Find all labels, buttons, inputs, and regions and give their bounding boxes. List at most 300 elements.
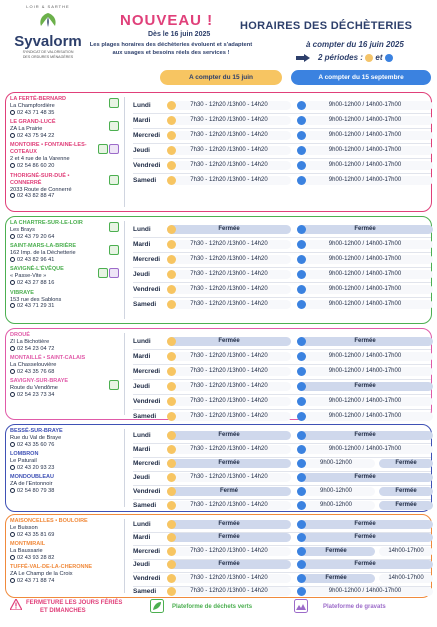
blue-period-dot-icon	[297, 431, 306, 440]
yellow-period-dot-icon	[167, 352, 176, 361]
page-title: HORAIRES DES DÉCHÈTERIES	[240, 20, 413, 32]
summer-hours	[167, 520, 291, 529]
summer-hours-text: 7h30 - 12h20 /13h00 - 14h20	[190, 588, 268, 594]
autumn-hours-text: 9h00-12h00 / 14h00-17h00	[328, 368, 402, 374]
autumn-hours-text: Fermée	[354, 474, 376, 480]
schedule-row	[6, 471, 433, 484]
autumn-hours-text: 9h00-12h00 / 14h00-17h00	[328, 398, 402, 404]
autumn-hours	[297, 116, 433, 125]
site-name: LE GRAND-LUCÉ	[10, 119, 56, 126]
column-header-autumn: A compter du 15 septembre	[291, 70, 431, 85]
yellow-period-dot-icon	[167, 240, 176, 249]
autumn-hours	[297, 367, 433, 376]
yellow-period-dot-icon	[167, 176, 176, 185]
blue-period-dot-icon	[297, 300, 306, 309]
summer-hours-text: 7h30 - 12h20 /13h00 - 14h20	[190, 117, 268, 123]
site-group-1	[5, 92, 432, 212]
yellow-period-dot-icon	[167, 337, 176, 346]
summer-hours-text: 7h30 - 12h20 /13h00 - 14h20	[190, 413, 268, 419]
day-label: Mardi	[133, 446, 151, 453]
day-label: Vendredi	[133, 575, 161, 582]
autumn-hours	[297, 587, 433, 596]
autumn-hours-text: 9h00-12h00	[319, 460, 353, 466]
arrow-right-icon	[296, 54, 310, 62]
autumn-hours-part	[297, 547, 375, 556]
blue-period-dot-icon	[297, 240, 306, 249]
autumn-hours	[297, 270, 433, 279]
summer-hours-text: 7h30 - 12h20 /13h00 - 14h20	[190, 353, 268, 359]
closed-note-1: FERMETURE LES JOURS FÉRIÉS	[26, 600, 123, 606]
schedule-row	[6, 457, 433, 470]
site-name: MONTMIRAIL	[10, 541, 46, 548]
day-label: Samedi	[133, 588, 157, 595]
site-phone[interactable]: 02 43 79 20 64	[17, 233, 55, 240]
site-address: 162 Imp. de la Déchetterie	[10, 250, 76, 257]
schedule-row	[6, 485, 433, 498]
summer-hours	[167, 367, 291, 376]
site-name: SAVIGNY-SUR-BRAYE	[10, 378, 69, 385]
autumn-hours-part	[297, 487, 375, 496]
summer-hours-text: 7h30 - 12h20 /13h00 - 14h20	[190, 368, 268, 374]
autumn-hours-text: 9h00-12h00 / 14h00-17h00	[328, 117, 402, 123]
summer-hours-text: Fermée	[218, 338, 240, 344]
site-address: 2 et 4 rue de la Varenne	[10, 156, 70, 163]
summer-hours-text: 7h30 - 12h20 /13h00 - 14h20	[190, 162, 268, 168]
autumn-hours-text: 9h00-12h00 / 14h00-17h00	[328, 286, 402, 292]
autumn-hours-text: 9h00-12h00 / 14h00-17h00	[328, 256, 402, 262]
yellow-period-dot-icon	[167, 547, 176, 556]
blue-period-dot-icon	[297, 547, 306, 556]
schedule-row	[6, 298, 433, 311]
yellow-period-dot-icon	[167, 116, 176, 125]
site-name: DROUÉ	[10, 332, 30, 338]
schedule-row	[6, 238, 433, 251]
autumn-hours-text: 9h00-12h00 / 14h00-17h00	[328, 241, 402, 247]
summer-hours-text: Fermée	[218, 432, 240, 438]
schedule-row	[6, 114, 433, 127]
blue-period-dot-icon	[297, 285, 306, 294]
site-name: MAISONCELLES • BOULOIRE	[10, 518, 88, 524]
autumn-hours-part	[297, 574, 375, 583]
site-name: THORIGNÉ-SUR-DUÉ • CONNERRÉ	[10, 172, 70, 186]
autumn-hours-part: Fermée	[379, 487, 433, 496]
yellow-period-dot-icon	[167, 300, 176, 309]
day-label: Mardi	[133, 534, 151, 541]
yellow-period-dot-icon	[167, 131, 176, 140]
site-phone[interactable]: 02 43 93 28 82	[17, 554, 55, 561]
site-phone[interactable]: 02 43 20 93 23	[17, 464, 55, 471]
schedule-row	[6, 443, 433, 456]
site-address: Les Brays	[10, 227, 35, 233]
autumn-hours-text: 9h00-12h00 / 14h00-17h00	[328, 446, 402, 452]
blue-period-dot-icon	[297, 352, 306, 361]
day-label: Vendredi	[133, 488, 161, 495]
blue-period-dot-icon	[297, 146, 306, 155]
day-label: Vendredi	[133, 162, 161, 169]
site-address: ZI La Bichotière	[10, 339, 50, 345]
site-group-3	[5, 328, 432, 420]
blue-period-dot-icon	[297, 367, 306, 376]
summer-hours	[167, 533, 291, 542]
site-name: SAVIGNÉ-L'ÉVÊQUE	[10, 266, 64, 273]
day-label: Mercredi	[133, 132, 161, 139]
autumn-hours	[297, 285, 433, 294]
site-phone[interactable]: 02 43 82 96 41	[17, 256, 55, 263]
day-label: Mercredi	[133, 460, 161, 467]
summer-hours	[167, 176, 291, 185]
day-label: Samedi	[133, 177, 157, 184]
autumn-hours	[297, 397, 433, 406]
autumn-hours-text: Fermée	[354, 561, 376, 567]
blue-period-dot-icon	[297, 176, 306, 185]
warning-triangle-icon	[10, 599, 22, 610]
summer-hours-text: 7h30 - 12h20 /13h00 - 14h20	[190, 177, 268, 183]
autumn-hours-text: Fermée	[354, 521, 376, 527]
yellow-period-dot-icon	[167, 459, 176, 468]
summer-hours	[167, 587, 291, 596]
day-label: Mardi	[133, 241, 151, 248]
blue-period-dot-icon	[297, 473, 306, 482]
autumn-hours	[297, 131, 433, 140]
site-phone[interactable]: 02 54 23 04 72	[17, 345, 55, 352]
summer-hours	[167, 131, 291, 140]
autumn-hours-text: Fermée	[325, 575, 347, 581]
autumn-hours	[297, 352, 433, 361]
summer-hours	[167, 116, 291, 125]
logo-subtitle-1: SYNDICAT DE VALORISATION	[22, 50, 74, 54]
yellow-period-dot-icon	[167, 412, 176, 421]
site-address: La Champfordière	[10, 103, 55, 109]
site-name: LA CHARTRE-SUR-LE-LOIR	[10, 220, 83, 226]
autumn-hours	[297, 255, 433, 264]
site-name: BESSÉ-SUR-BRAYE	[10, 428, 63, 434]
summer-hours-text: 7h30 - 12h20 /13h00 - 14h20	[190, 575, 268, 581]
day-label: Samedi	[133, 502, 157, 509]
blue-period-dot-icon	[297, 382, 306, 391]
site-phone[interactable]: 02 43 27 88 16	[17, 279, 55, 286]
site-phone[interactable]: 02 54 23 73 34	[17, 391, 55, 398]
logo-name: Syvalorm	[14, 33, 82, 50]
new-text: Les plages horaires des déchèteries évoluent et s'adaptent aux usages et besoins réels des services !	[89, 42, 253, 56]
site-address: Le Buisson	[10, 525, 38, 531]
site-phone[interactable]: 02 43 71 88 74	[17, 577, 55, 584]
autumn-hours	[297, 101, 433, 110]
yellow-period-dot-icon	[167, 520, 176, 529]
day-label: Vendredi	[133, 398, 161, 405]
summer-hours	[167, 560, 291, 569]
site-phone[interactable]: 02 43 75 94 22	[17, 132, 55, 139]
schedule-row	[6, 429, 433, 442]
blue-period-dot-icon	[297, 501, 306, 510]
summer-hours	[167, 574, 291, 583]
site-address: « Passe-Vite »	[10, 273, 47, 280]
closed-note-2: ET DIMANCHES	[40, 608, 86, 614]
autumn-hours	[297, 445, 433, 454]
new-dates: Dès le 16 juin 2025	[148, 31, 211, 38]
blue-period-dot-icon	[297, 101, 306, 110]
day-label: Jeudi	[133, 271, 150, 278]
yellow-period-dot-icon	[167, 445, 176, 454]
logo-subtitle-2: DES ORDURES MÉNAGÈRES	[22, 55, 74, 59]
summer-hours-text: 7h30 - 12h20 /13h00 - 14h20	[190, 548, 268, 554]
yellow-period-dot-icon	[167, 501, 176, 510]
summer-hours-text: 7h30 - 12h20 /13h00 - 14h20	[190, 241, 268, 247]
blue-period-dot-icon	[297, 225, 306, 234]
schedule-row	[6, 531, 433, 544]
site-address: Le Paturail	[10, 458, 37, 465]
site-address: Rue du Val de Braye	[10, 435, 62, 441]
autumn-hours	[297, 520, 433, 529]
summer-hours-text: 7h30 - 12h20 /13h00 - 14h20	[190, 147, 268, 153]
autumn-hours	[297, 382, 433, 391]
day-label: Samedi	[133, 301, 157, 308]
summer-hours-text: Fermée	[218, 561, 240, 567]
site-phone[interactable]: 02 43 82 88 47	[17, 193, 55, 200]
blue-period-dot-icon	[297, 131, 306, 140]
summer-hours	[167, 352, 291, 361]
yellow-period-dot-icon	[167, 270, 176, 279]
site-group-2	[5, 216, 432, 324]
site-address: ZA La Prairie	[10, 126, 43, 133]
summer-hours-text: 7h30 - 12h20 /13h00 - 14h20	[190, 271, 268, 277]
site-phone[interactable]: 02 54 86 60 20	[17, 162, 55, 169]
periods-and: et	[375, 53, 383, 62]
schedule-row	[6, 144, 433, 157]
blue-period-dot-icon	[297, 412, 306, 421]
autumn-hours-part	[297, 501, 375, 510]
day-label: Jeudi	[133, 561, 150, 568]
yellow-period-dot-icon	[167, 487, 176, 496]
blue-period-dot-icon	[297, 161, 306, 170]
nouveau-banner: NOUVEAU !	[120, 12, 214, 29]
page-subtitle: à compter du 16 juin 2025	[306, 40, 404, 49]
schedule-row	[6, 129, 433, 142]
schedule-row	[6, 283, 433, 296]
site-address: ZA de l'Entonnoir	[10, 481, 53, 488]
summer-hours	[167, 285, 291, 294]
yellow-period-dot-icon	[167, 533, 176, 542]
yellow-period-dot-icon	[167, 397, 176, 406]
schedule-row	[6, 223, 433, 236]
day-label: Mercredi	[133, 368, 161, 375]
blue-period-dot-icon	[297, 397, 306, 406]
summer-hours-text: Fermée	[218, 534, 240, 540]
schedule-row	[6, 159, 433, 172]
site-name: SAINT-MARS-LA-BRIÈRE	[10, 243, 76, 250]
yellow-period-dot-icon	[167, 473, 176, 482]
site-phone[interactable]: 02 43 71 29 31	[17, 303, 55, 310]
yellow-period-dot-icon	[167, 161, 176, 170]
site-name: MONTAILLÉ • SAINT-CALAIS	[10, 355, 86, 362]
autumn-hours	[297, 412, 433, 421]
yellow-period-dot-icon	[167, 101, 176, 110]
summer-hours	[167, 146, 291, 155]
summer-hours	[167, 547, 291, 556]
summer-hours	[167, 412, 291, 421]
schedule-row	[6, 410, 433, 423]
autumn-hours-text: Fermée	[354, 383, 376, 389]
autumn-hours	[297, 225, 433, 234]
schedule-row	[6, 365, 433, 378]
yellow-period-dot-icon	[167, 367, 176, 376]
autumn-hours-part: Fermée	[379, 459, 433, 468]
schedule-row	[6, 174, 433, 187]
summer-hours	[167, 161, 291, 170]
periods-label: 2 périodes :	[318, 53, 363, 62]
schedule-row	[6, 558, 433, 571]
summer-hours	[167, 501, 291, 510]
blue-period-dot-icon	[297, 560, 306, 569]
autumn-hours-text: Fermée	[354, 534, 376, 540]
schedule-row	[6, 350, 433, 363]
site-name: LA FERTÉ-BERNARD	[10, 96, 67, 102]
summer-hours-text: 7h30 - 12h20 /13h00 - 14h20	[190, 502, 268, 508]
green-waste-label: Plateforme de déchets verts	[172, 604, 253, 610]
header	[0, 0, 437, 92]
schedule-row	[6, 380, 433, 393]
autumn-hours-text: 9h00-12h00 / 14h00-17h00	[328, 353, 402, 359]
summer-hours	[167, 382, 291, 391]
day-label: Lundi	[133, 338, 151, 345]
site-phone-row	[10, 193, 120, 200]
summer-hours-text: 7h30 - 12h20 /13h00 - 14h20	[190, 446, 268, 452]
autumn-hours-text: Fermée	[354, 226, 376, 232]
blue-period-dot-icon	[297, 520, 306, 529]
site-address: Route du Vendôme	[10, 385, 58, 392]
yellow-period-dot-icon	[167, 431, 176, 440]
autumn-hours-text: 9h00-12h00	[319, 502, 353, 508]
blue-period-dot-icon	[297, 533, 306, 542]
syvalorm-logo	[8, 4, 88, 60]
summer-hours	[167, 459, 291, 468]
yellow-period-dot-icon	[167, 146, 176, 155]
day-label: Mardi	[133, 353, 151, 360]
schedule-row	[6, 572, 433, 585]
day-label: Vendredi	[133, 286, 161, 293]
summer-hours	[167, 225, 291, 234]
schedule-row	[6, 395, 433, 408]
blue-period-dot-icon	[297, 445, 306, 454]
site-group-4	[5, 424, 432, 512]
site-name: TUFFÉ-VAL-DE-LA-CHERONNE	[10, 564, 93, 571]
summer-hours-text: 7h30 - 12h20 /13h00 - 14h20	[190, 383, 268, 389]
phone-icon	[10, 193, 15, 198]
gravel-icon	[294, 599, 308, 613]
day-label: Lundi	[133, 226, 151, 233]
site-phone[interactable]: 02 54 80 79 38	[17, 487, 55, 494]
day-label: Lundi	[133, 521, 151, 528]
summer-hours	[167, 255, 291, 264]
yellow-period-dot-icon	[167, 382, 176, 391]
site-group-5	[5, 514, 432, 598]
summer-hours-text: 7h30 - 12h20 /13h00 - 14h20	[190, 132, 268, 138]
summer-hours	[167, 397, 291, 406]
summer-hours-text: Fermée	[218, 521, 240, 527]
autumn-hours	[297, 161, 433, 170]
site-address: ZA Le Champ de la Croix	[10, 571, 73, 578]
autumn-hours-text: 9h00-12h00 / 14h00-17h00	[328, 132, 402, 138]
autumn-hours-text: 9h00-12h00 / 14h00-17h00	[328, 147, 402, 153]
autumn-hours	[297, 560, 433, 569]
autumn-hours-part: 14h00-17h00	[379, 547, 433, 556]
day-label: Mercredi	[133, 548, 161, 555]
schedule-row	[6, 499, 433, 512]
site-phone[interactable]: 02 43 35 76 68	[17, 368, 55, 375]
summer-hours	[167, 445, 291, 454]
autumn-hours	[297, 533, 433, 542]
yellow-period-dot-icon	[365, 54, 373, 62]
footer	[0, 597, 437, 627]
day-label: Jeudi	[133, 474, 150, 481]
leaf-icon	[150, 599, 164, 613]
site-name: VIBRAYE	[10, 289, 34, 296]
autumn-hours	[297, 240, 433, 249]
autumn-hours	[297, 431, 433, 440]
site-phone[interactable]: 02 43 71 48 35	[17, 109, 55, 116]
column-header-summer: A compter du 15 juin	[160, 70, 282, 85]
autumn-hours-text: 9h00-12h00 / 14h00-17h00	[328, 413, 402, 419]
site-name: LOMBRON	[10, 451, 39, 458]
summer-hours	[167, 240, 291, 249]
autumn-hours	[297, 146, 433, 155]
summer-hours	[167, 270, 291, 279]
summer-hours	[167, 431, 291, 440]
summer-hours	[167, 101, 291, 110]
autumn-hours-text: 9h00-12h00 / 14h00-17h00	[328, 588, 402, 594]
blue-period-dot-icon	[297, 459, 306, 468]
autumn-hours	[297, 337, 433, 346]
autumn-hours-text: 9h00-12h00 / 14h00-17h00	[328, 271, 402, 277]
blue-period-dot-icon	[297, 255, 306, 264]
site-address: 2033 Route de Connerré	[10, 186, 72, 193]
periods-legend	[318, 53, 393, 62]
schedule-row	[6, 268, 433, 281]
summer-hours	[167, 487, 291, 496]
autumn-hours-text: Fermée	[354, 432, 376, 438]
day-label: Lundi	[133, 102, 151, 109]
blue-period-dot-icon	[385, 54, 393, 62]
logo-symbol-icon	[33, 11, 63, 29]
site-address: La Chasselouvière	[10, 362, 57, 369]
blue-period-dot-icon	[297, 337, 306, 346]
summer-hours-text: 7h30 - 12h20 /13h00 - 14h20	[190, 301, 268, 307]
autumn-hours-text: 9h00-12h00 / 14h00-17h00	[328, 177, 402, 183]
summer-hours-text: 7h30 - 12h20 /13h00 - 14h20	[190, 398, 268, 404]
yellow-period-dot-icon	[167, 255, 176, 264]
autumn-hours-text: Fermée	[325, 548, 347, 554]
blue-period-dot-icon	[297, 116, 306, 125]
site-phone[interactable]: 02 43 35 60 76	[17, 441, 55, 448]
autumn-hours-part	[297, 459, 375, 468]
blue-period-dot-icon	[297, 487, 306, 496]
schedule-row	[6, 335, 433, 348]
blue-period-dot-icon	[297, 587, 306, 596]
schedule-row	[6, 253, 433, 266]
site-name: MONTOIRE • FONTAINE-LES-COTEAUX	[10, 142, 87, 156]
autumn-hours-text: 9h00-12h00 / 14h00-17h00	[328, 301, 402, 307]
summer-hours-text: Fermée	[218, 460, 240, 466]
autumn-hours	[297, 473, 433, 482]
site-phone[interactable]: 02 43 35 81 69	[17, 531, 55, 538]
autumn-hours-text: 9h00-12h00 / 14h00-17h00	[328, 162, 402, 168]
day-label: Samedi	[133, 413, 157, 420]
schedule-row	[6, 518, 433, 531]
day-label: Jeudi	[133, 147, 150, 154]
summer-hours	[167, 300, 291, 309]
day-label: Mardi	[133, 117, 151, 124]
summer-hours-text: 7h30 - 12h20 /13h00 - 14h20	[190, 286, 268, 292]
day-label: Mercredi	[133, 256, 161, 263]
